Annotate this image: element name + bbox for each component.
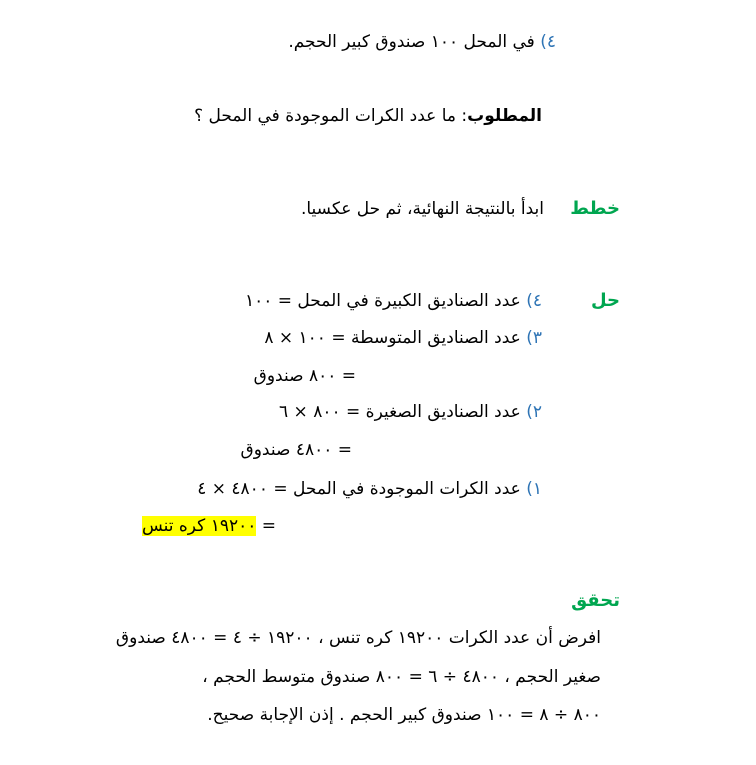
step3-text: عدد الصناديق المتوسطة = ١٠٠ × ٨ (264, 328, 527, 348)
check-heading: تحقق (571, 590, 620, 611)
given-line (288, 30, 556, 54)
step1-text: عدد الكرات الموجودة في المحل = ٤٨٠٠ × ٤ (197, 479, 527, 499)
solve-heading: حل (590, 290, 620, 311)
check-line-2: صغير الحجم ، ٤٨٠٠ ÷ ٦ = ٨٠٠ صندوق متوسط الحجم ، (202, 667, 601, 687)
solve-step2-result: = ٤٨٠٠ صندوق (240, 440, 352, 460)
solve-step4 (245, 289, 542, 313)
solve-step3 (264, 326, 542, 350)
given-number: ٤) (540, 32, 556, 52)
plan-heading: خطط (570, 198, 620, 219)
required-line (194, 104, 542, 128)
step1-number: ١) (526, 479, 542, 499)
step3-number: ٣) (526, 328, 542, 348)
check-line-1: افرض أن عدد الكرات ١٩٢٠٠ كره تنس ، ١٩٢٠٠ ÷ ٤ = ٤٨٠٠ صندوق (115, 628, 601, 648)
step1-equals: = (256, 516, 276, 536)
solve-step1 (197, 477, 542, 501)
solve-step2 (279, 400, 542, 424)
solve-step1-result-line (142, 514, 276, 538)
step4-text: عدد الصناديق الكبيرة في المحل = ١٠٠ (244, 291, 527, 311)
step2-number: ٢) (526, 402, 542, 422)
step1-result-highlight: ١٩٢٠٠ كره تنس (141, 516, 257, 536)
given-text: في المحل ١٠٠ صندوق كبير الحجم. (288, 32, 541, 52)
solve-step3-result: = ٨٠٠ صندوق (253, 366, 356, 386)
required-text: : ما عدد الكرات الموجودة في المحل ؟ (194, 106, 468, 126)
check-line-3: ٨٠٠ ÷ ٨ = ١٠٠ صندوق كبير الحجم . إذن الإجابة صحيح. (207, 705, 601, 725)
required-label: المطلوب (467, 106, 542, 126)
plan-text: ابدأ بالنتيجة النهائية، ثم حل عكسيا. (300, 199, 544, 219)
step2-text: عدد الصناديق الصغيرة = ٨٠٠ × ٦ (279, 402, 527, 422)
step4-number: ٤) (526, 291, 542, 311)
